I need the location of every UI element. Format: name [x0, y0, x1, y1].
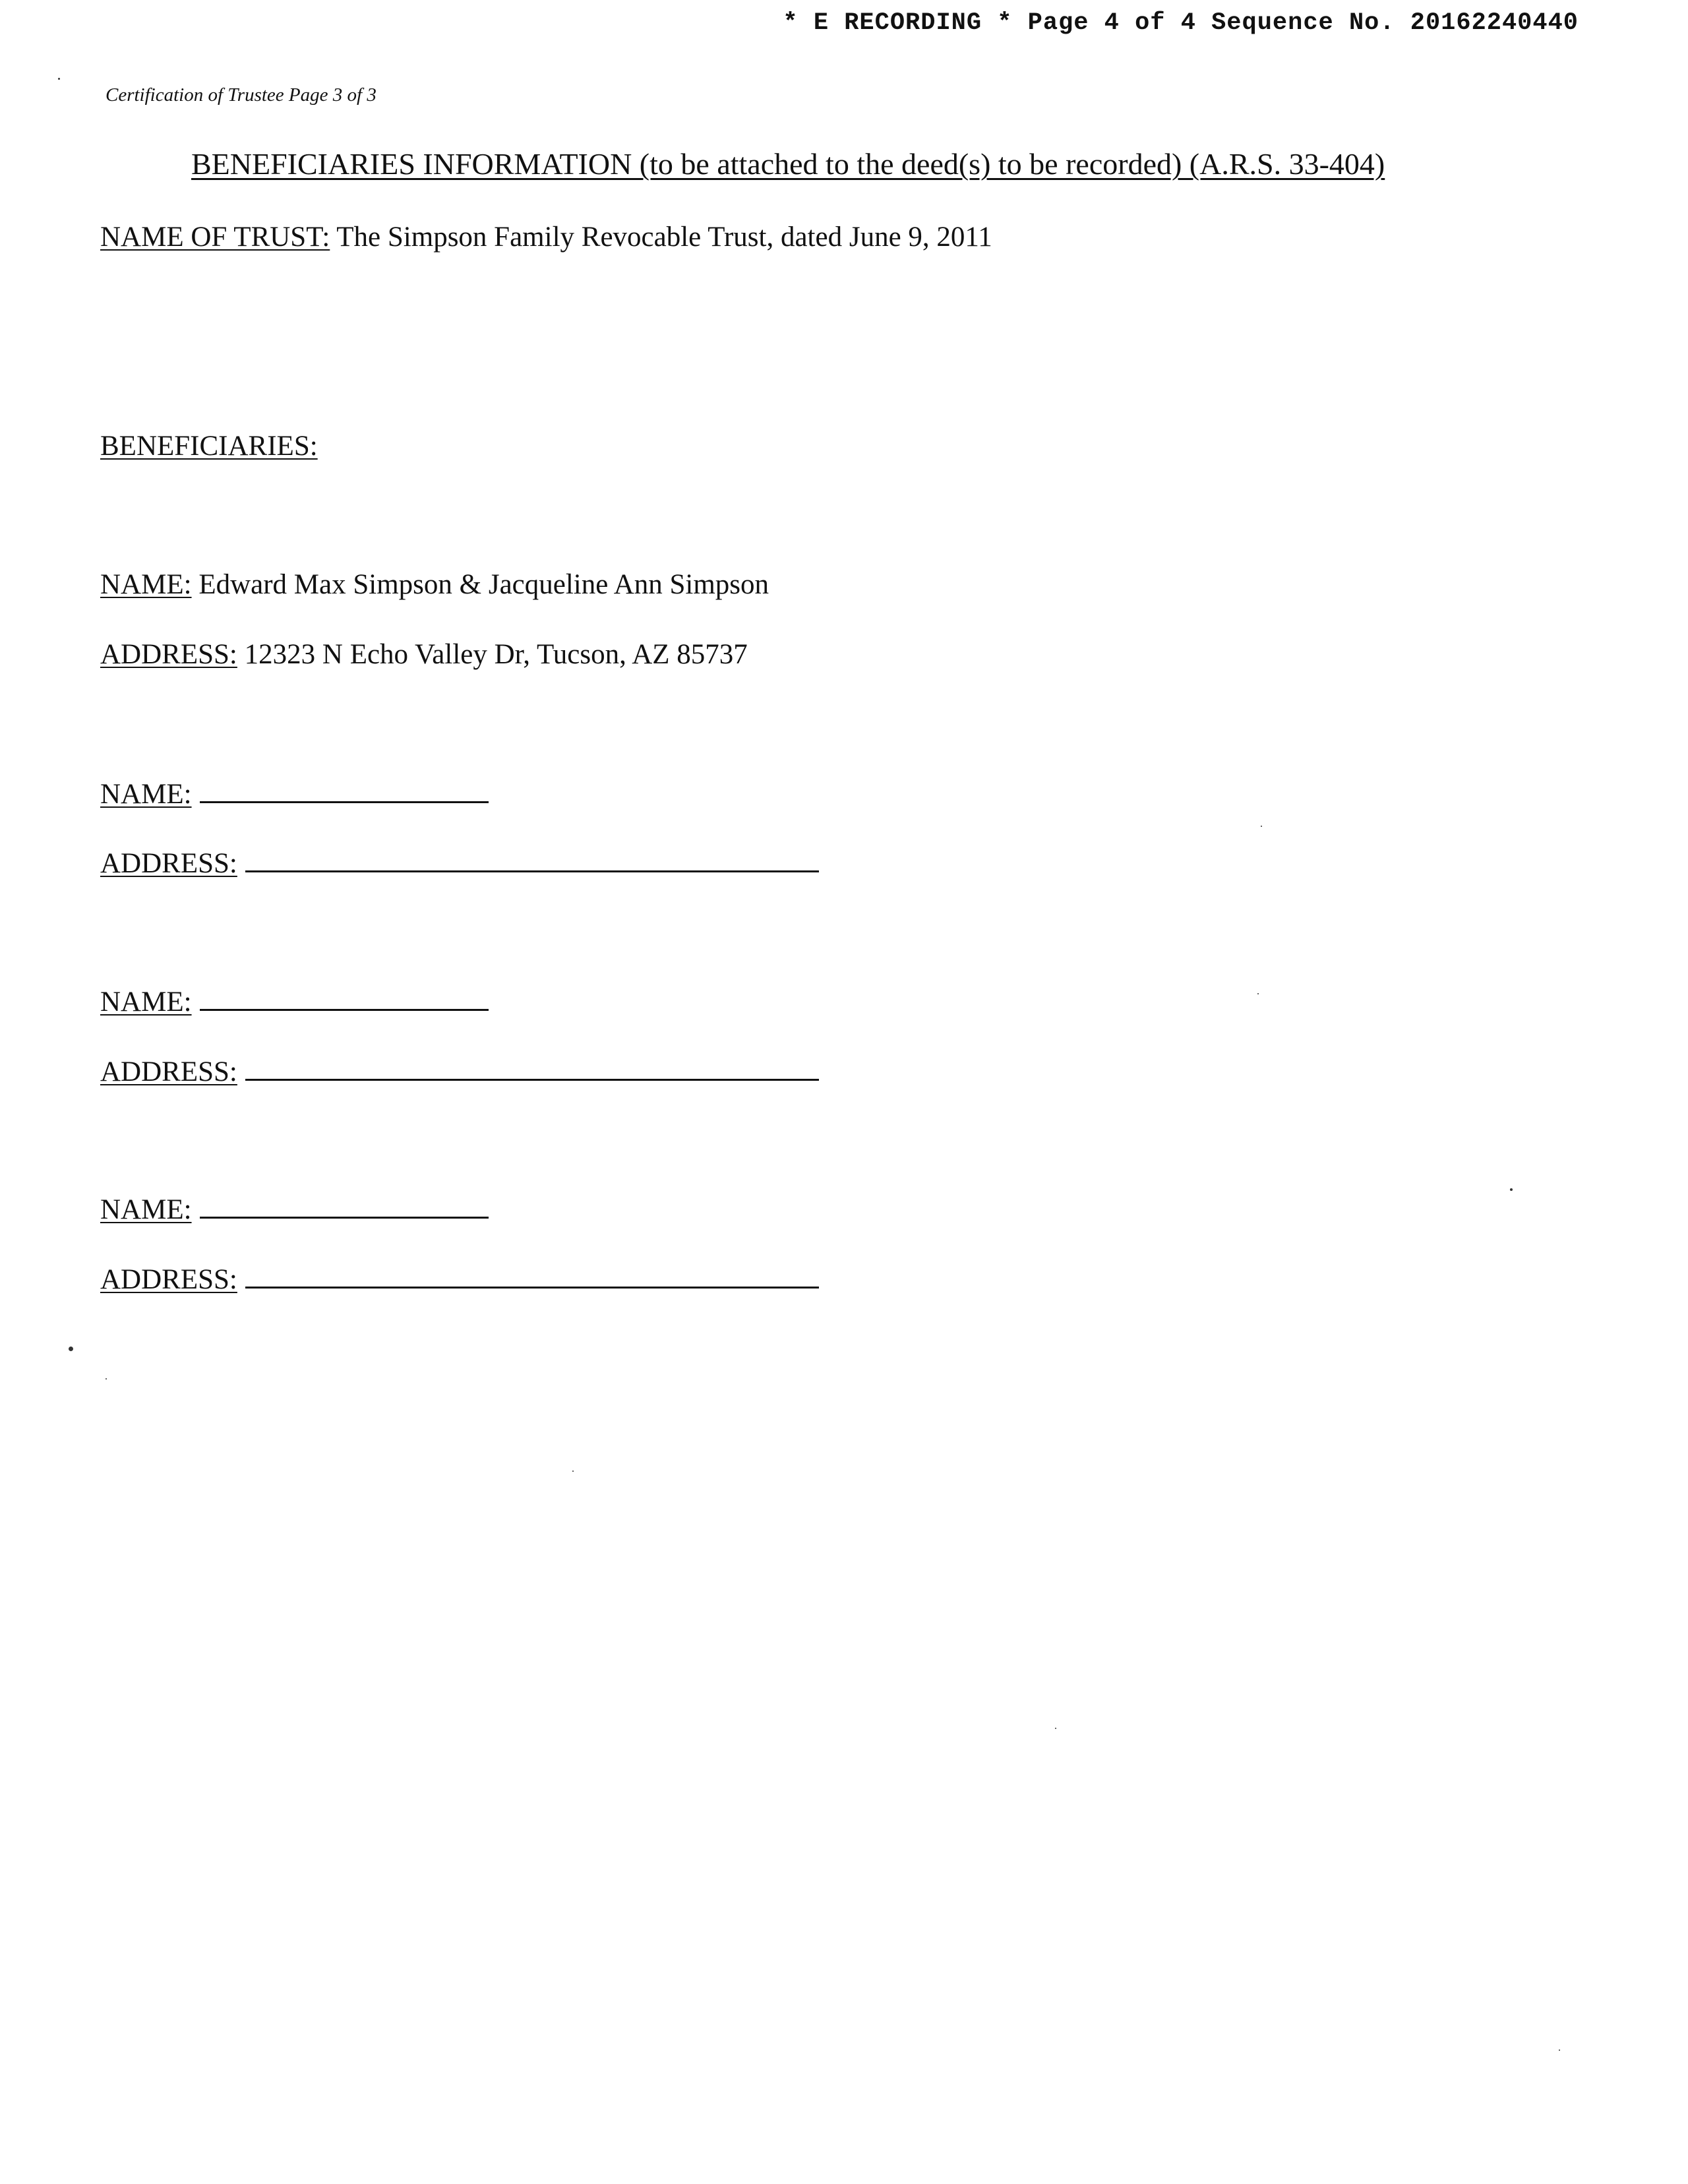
- scan-speck: [572, 1471, 574, 1472]
- beneficiary-name-line: [100, 778, 489, 810]
- address-blank-line: [245, 1078, 819, 1081]
- address-label: ADDRESS:: [100, 848, 237, 879]
- certification-page-header: Certification of Trustee Page 3 of 3: [106, 84, 377, 106]
- beneficiary-address-line: [100, 847, 819, 880]
- scan-speck: [58, 78, 60, 80]
- address-blank-line: [245, 1286, 819, 1289]
- name-blank-line: [200, 1216, 489, 1219]
- beneficiaries-heading: [100, 430, 318, 462]
- beneficiary-address-line: [100, 1263, 819, 1296]
- address-blank-line: [245, 870, 819, 872]
- name-label: NAME:: [100, 986, 192, 1017]
- scan-speck: [106, 1378, 107, 1380]
- beneficiary-name-value: Edward Max Simpson & Jacqueline Ann Simpson: [198, 569, 769, 600]
- name-label: NAME:: [100, 569, 192, 600]
- scan-speck: [1257, 993, 1259, 994]
- scan-speck: [1510, 1188, 1513, 1191]
- name-blank-line: [200, 1008, 489, 1011]
- beneficiary-address-line: [100, 638, 748, 671]
- beneficiary-name-line: [100, 986, 489, 1018]
- beneficiary-name-line: [100, 568, 769, 601]
- trust-name-label: NAME OF TRUST:: [100, 222, 330, 253]
- trust-name-line: [100, 221, 992, 253]
- address-label: ADDRESS:: [100, 1264, 237, 1295]
- name-blank-line: [200, 801, 489, 803]
- address-label: ADDRESS:: [100, 1056, 237, 1087]
- scan-speck: [1055, 1728, 1056, 1729]
- name-label: NAME:: [100, 779, 192, 810]
- recording-header: * E RECORDING * Page 4 of 4 Sequence No. 20162240440: [783, 9, 1579, 37]
- address-label: ADDRESS:: [100, 639, 237, 670]
- document-title: BENEFICIARIES INFORMATION (to be attached to the deed(s) to be recorded) (A.R.S. 33-404): [191, 147, 1385, 181]
- beneficiary-address-line: [100, 1056, 819, 1088]
- beneficiary-name-line: [100, 1194, 489, 1226]
- trust-name-value: The Simpson Family Revocable Trust, dated June 9, 2011: [336, 222, 992, 253]
- beneficiary-address-value: 12323 N Echo Valley Dr, Tucson, AZ 85737: [244, 639, 748, 670]
- name-label: NAME:: [100, 1194, 192, 1225]
- scan-speck: [69, 1347, 73, 1351]
- scan-speck: [1559, 2049, 1560, 2051]
- scan-speck: [1261, 826, 1262, 827]
- beneficiaries-heading-label: BENEFICIARIES:: [100, 431, 318, 462]
